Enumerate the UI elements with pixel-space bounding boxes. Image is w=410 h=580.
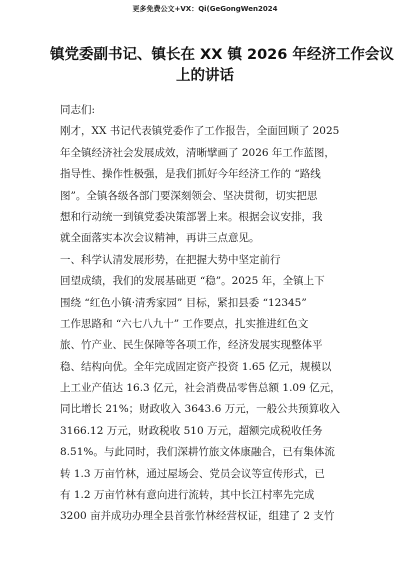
body-line: 8.51%。与此同时，我们深耕竹旅文体康融合，已有集体流 xyxy=(60,446,335,459)
body-line: 同比增长 21%；财政收入 3643.6 万元，一般公共预算收入 xyxy=(60,403,341,416)
body-line: 有 1.2 万亩竹林有意向进行流转，其中长江村率先完成 xyxy=(60,489,315,502)
body-line: 图”。全镇各级各部门要深刻领会、坚决贯彻，切实把思 xyxy=(60,189,318,202)
body-line: 指导性、操作性极强，是我们抓好今年经济工作的 “路线 xyxy=(60,168,321,181)
body-line: 回望成绩，我们的发展基础更 “稳”。2025 年，全镇上下 xyxy=(60,275,325,288)
title-line: 上的讲话 xyxy=(176,68,234,84)
body-line: 围绕 “红色小镇·清秀家园” 目标，紧扣县委 “12345” xyxy=(60,296,307,309)
body-line: 上工业产值达 16.3 亿元，社会消费品零售总额 1.09 亿元， xyxy=(60,382,341,395)
section-heading: 一、科学认清发展形势，在把握大势中坚定前行 xyxy=(60,253,281,266)
body-line: 工作思路和 “六七八九十” 工作要点，扎实推进红色文 xyxy=(60,317,309,330)
body-line: 年全镇经济社会发展成效，清晰擘画了 2026 年工作蓝图， xyxy=(60,146,335,159)
body-line: 转 1.3 万亩竹林，通过屋场会、党员会议等宣传形式，已 xyxy=(60,467,325,480)
title-line: 镇党委副书记、镇长在 XX 镇 2026 年经济工作会议 xyxy=(50,47,394,63)
header-note: 更多免费公文+VX：Qi(GeGongWen2024 xyxy=(132,5,278,13)
speech-title xyxy=(50,45,394,87)
salutation: 同志们: xyxy=(60,104,96,116)
speech-body xyxy=(60,100,358,528)
body-line: 3166.12 万元，财政税收 510 万元，超额完成税收任务 xyxy=(60,424,323,437)
body-line: 旅、竹产业、民生保障等各项工作，经济发展实现整体平 xyxy=(60,339,323,352)
body-line: 稳、结构向优。全年完成固定资产投资 1.65 亿元，规模以 xyxy=(60,360,332,373)
body-line: 刚才，XX 书记代表镇党委作了工作报告，全面回顾了 2025 xyxy=(60,125,340,138)
body-line: 3200 亩并成功办理全县首张竹林经营权证，组建了 2 支竹 xyxy=(60,510,335,523)
body-line: 想和行动统一到镇党委决策部署上来。根据会议安排，我 xyxy=(60,210,323,223)
body-line: 就全面落实本次会议精神，再讲三点意见。 xyxy=(60,232,260,245)
